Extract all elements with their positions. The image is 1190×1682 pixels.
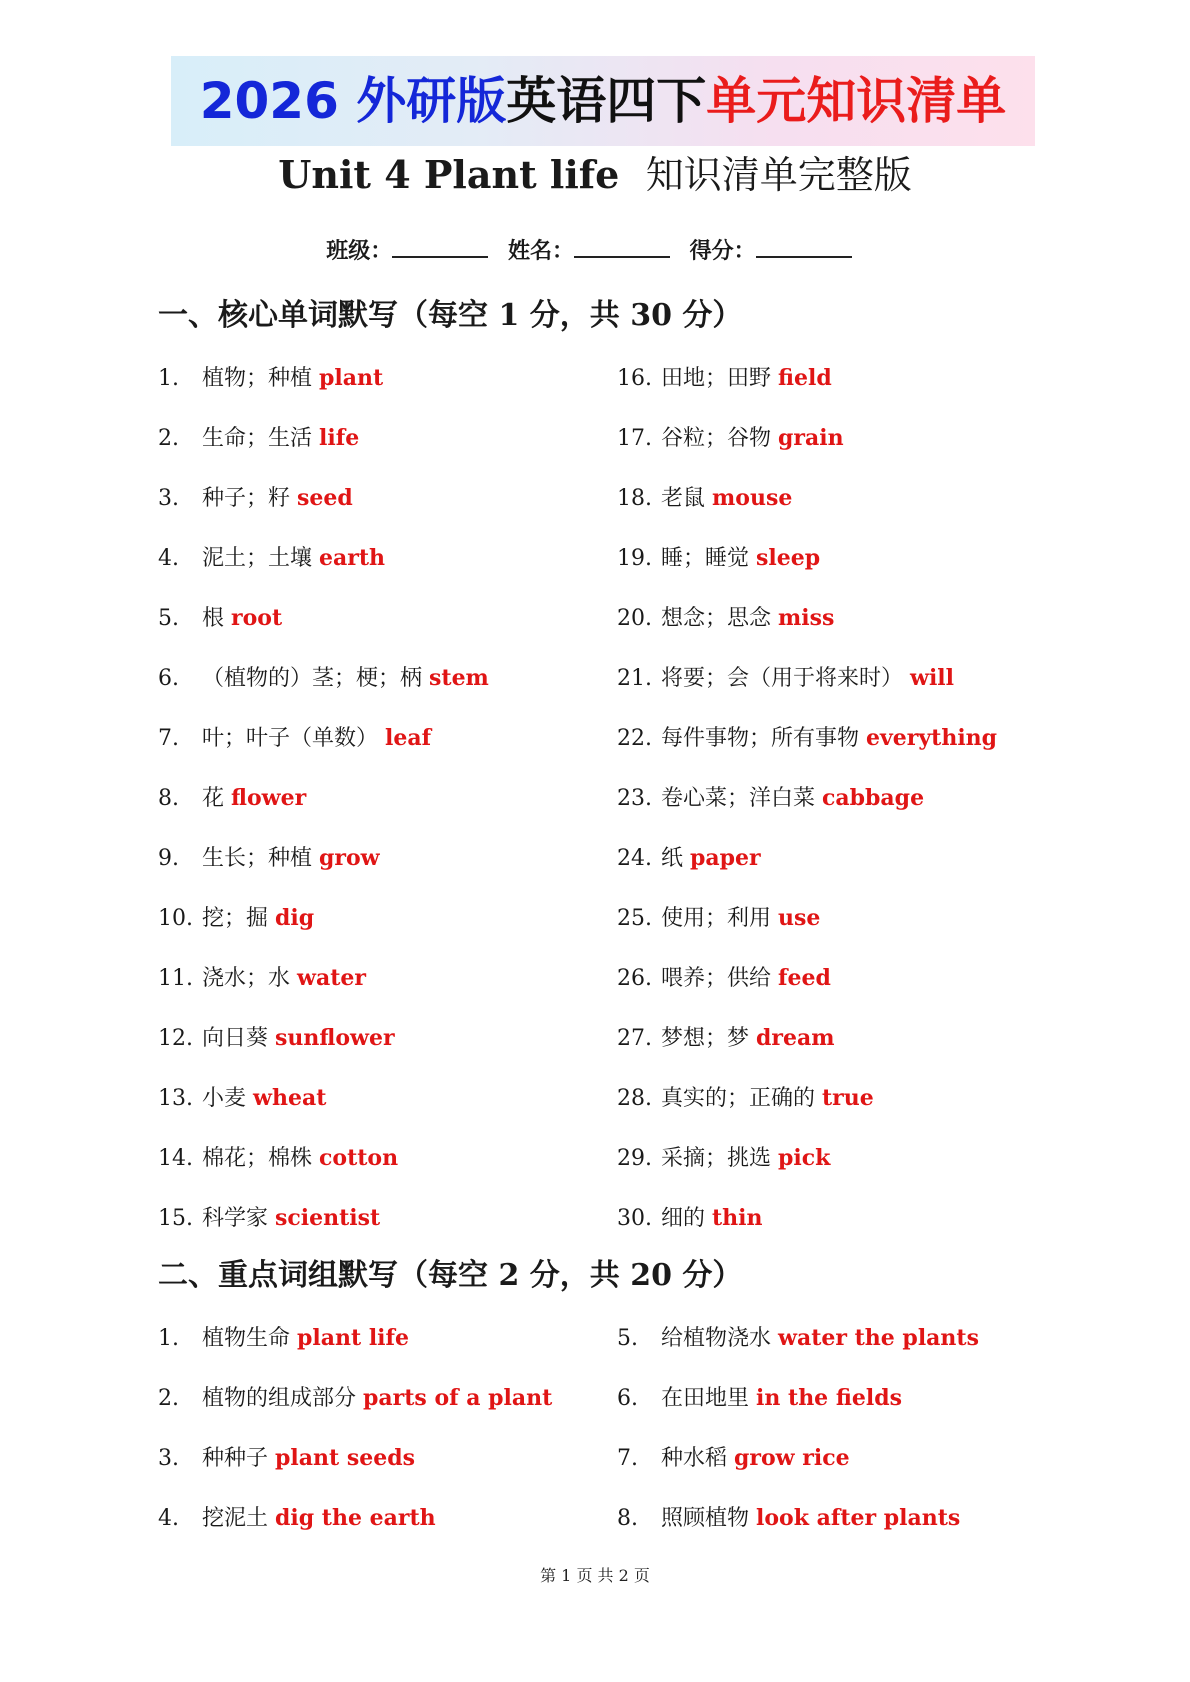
item-chinese: 每件事物；所有事物 <box>661 726 860 751</box>
item-english-answer: dig the earth <box>275 1505 436 1531</box>
item-number: 8. <box>617 1506 638 1531</box>
word-item <box>158 656 617 716</box>
item-number: 30. <box>617 1206 652 1231</box>
item-number: 18. <box>617 486 652 511</box>
item-number: 2. <box>158 426 179 451</box>
class-blank[interactable] <box>392 236 488 258</box>
item-number: 3. <box>158 1446 179 1471</box>
item-english-answer: scientist <box>275 1205 381 1231</box>
item-chinese: 小麦 <box>202 1086 247 1111</box>
item-english-answer: mouse <box>712 485 793 511</box>
item-chinese: 棉花；棉株 <box>202 1146 313 1171</box>
banner-subject: 英语四下 <box>506 72 707 130</box>
item-number: 7. <box>158 726 179 751</box>
phrase-item <box>158 1316 617 1376</box>
student-info-row <box>0 234 1190 268</box>
word-item <box>617 1016 1058 1076</box>
section-heading-phrases: 二、重点词组默写（每空 2 分，共 20 分） <box>158 1258 743 1293</box>
word-item <box>158 356 617 416</box>
name-label: 姓名： <box>507 238 574 264</box>
item-chinese: 睡；睡觉 <box>661 546 750 571</box>
item-chinese: 梦想；梦 <box>661 1026 750 1051</box>
item-number: 7. <box>617 1446 638 1471</box>
phrase-item <box>617 1436 1058 1496</box>
phrase-item <box>158 1436 617 1496</box>
item-english-answer: dig <box>275 905 315 931</box>
item-chinese: 叶；叶子（单数） <box>202 726 379 751</box>
item-chinese: 根 <box>202 606 225 631</box>
word-item <box>617 1136 1058 1196</box>
item-english-answer: paper <box>690 845 761 871</box>
item-chinese: （植物的）茎；梗；柄 <box>202 666 423 691</box>
name-blank[interactable] <box>574 236 670 258</box>
score-blank[interactable] <box>756 236 852 258</box>
item-number: 4. <box>158 1506 179 1531</box>
section-heading-words: 一、核心单词默写（每空 1 分，共 30 分） <box>158 298 743 333</box>
item-number: 15. <box>158 1206 193 1231</box>
banner-year-edition: 2026 外研版 <box>199 72 507 130</box>
item-chinese: 生长；种植 <box>202 846 313 871</box>
word-list <box>158 356 1058 1256</box>
item-english-answer: water the plants <box>778 1325 979 1351</box>
item-chinese: 想念；思念 <box>661 606 772 631</box>
word-item <box>617 836 1058 896</box>
item-number: 4. <box>158 546 179 571</box>
item-english-answer: plant seeds <box>275 1445 415 1471</box>
item-number: 19. <box>617 546 652 571</box>
item-english-answer: leaf <box>385 725 432 751</box>
word-item <box>617 956 1058 1016</box>
item-number: 29. <box>617 1146 652 1171</box>
item-chinese: 田地；田野 <box>661 366 772 391</box>
item-number: 17. <box>617 426 652 451</box>
item-english-answer: sleep <box>756 545 821 571</box>
item-english-answer: dream <box>756 1025 835 1051</box>
word-item <box>617 596 1058 656</box>
item-chinese: 老鼠 <box>661 486 706 511</box>
item-chinese: 卷心菜；洋白菜 <box>661 786 816 811</box>
phrase-item <box>617 1496 1058 1556</box>
word-item <box>158 476 617 536</box>
phrase-list <box>158 1316 1058 1556</box>
item-english-answer: feed <box>778 965 831 991</box>
word-item <box>158 596 617 656</box>
item-english-answer: thin <box>712 1205 763 1231</box>
item-number: 5. <box>617 1326 638 1351</box>
item-english-answer: everything <box>866 725 998 751</box>
word-item <box>617 536 1058 596</box>
item-english-answer: life <box>319 425 360 451</box>
phrase-item <box>617 1376 1058 1436</box>
item-chinese: 照顾植物 <box>661 1506 750 1531</box>
item-chinese: 植物生命 <box>202 1326 291 1351</box>
item-chinese: 植物；种植 <box>202 366 313 391</box>
item-number: 9. <box>158 846 179 871</box>
item-english-answer: field <box>778 365 832 391</box>
item-number: 3. <box>158 486 179 511</box>
item-english-answer: earth <box>319 545 386 571</box>
item-english-answer: look after plants <box>756 1505 961 1531</box>
item-english-answer: wheat <box>253 1085 327 1111</box>
item-english-answer: plant life <box>297 1325 410 1351</box>
item-english-answer: miss <box>778 605 835 631</box>
word-item <box>158 1136 617 1196</box>
word-item <box>158 716 617 776</box>
item-english-answer: plant <box>319 365 384 391</box>
item-number: 23. <box>617 786 652 811</box>
item-english-answer: in the fields <box>756 1385 902 1411</box>
item-number: 1. <box>158 366 179 391</box>
item-number: 28. <box>617 1086 652 1111</box>
item-number: 20. <box>617 606 652 631</box>
item-number: 10. <box>158 906 193 931</box>
item-chinese: 真实的；正确的 <box>661 1086 816 1111</box>
word-item <box>158 536 617 596</box>
item-number: 26. <box>617 966 652 991</box>
item-number: 2. <box>158 1386 179 1411</box>
item-number: 13. <box>158 1086 193 1111</box>
banner-list-title: 单元知识清单 <box>706 72 1007 130</box>
page-title <box>0 144 1190 206</box>
phrase-item <box>617 1316 1058 1376</box>
page-footer: 第 1 页 共 2 页 <box>540 1566 650 1585</box>
item-english-answer: parts of a plant <box>363 1385 553 1411</box>
item-chinese: 喂养；供给 <box>661 966 772 991</box>
item-english-answer: flower <box>231 785 307 811</box>
word-item <box>617 416 1058 476</box>
word-item <box>617 716 1058 776</box>
word-item <box>158 956 617 1016</box>
item-chinese: 细的 <box>661 1206 706 1231</box>
phrase-item <box>158 1496 617 1556</box>
item-chinese: 植物的组成部分 <box>202 1386 357 1411</box>
item-chinese: 种水稻 <box>661 1446 728 1471</box>
item-chinese: 挖泥土 <box>202 1506 269 1531</box>
word-item <box>617 1196 1058 1256</box>
word-item <box>617 656 1058 716</box>
title-unit: Unit 4 Plant life <box>278 152 620 197</box>
item-number: 21. <box>617 666 652 691</box>
item-number: 8. <box>158 786 179 811</box>
item-english-answer: root <box>231 605 283 631</box>
item-chinese: 挖；掘 <box>202 906 269 931</box>
item-number: 27. <box>617 1026 652 1051</box>
item-chinese: 在田地里 <box>661 1386 750 1411</box>
word-item <box>617 356 1058 416</box>
item-english-answer: grow <box>319 845 380 871</box>
item-chinese: 生命；生活 <box>202 426 313 451</box>
item-english-answer: grow rice <box>734 1445 850 1471</box>
item-number: 22. <box>617 726 652 751</box>
title-subtitle: 知识清单完整版 <box>645 153 912 197</box>
item-number: 11. <box>158 966 193 991</box>
item-english-answer: grain <box>778 425 844 451</box>
word-item <box>158 1076 617 1136</box>
item-chinese: 泥土；土壤 <box>202 546 313 571</box>
word-item <box>158 416 617 476</box>
item-chinese: 向日葵 <box>202 1026 269 1051</box>
item-number: 24. <box>617 846 652 871</box>
item-number: 1. <box>158 1326 179 1351</box>
item-chinese: 种子；籽 <box>202 486 291 511</box>
item-chinese: 纸 <box>661 846 684 871</box>
item-chinese: 谷粒；谷物 <box>661 426 772 451</box>
item-number: 6. <box>158 666 179 691</box>
word-item <box>617 476 1058 536</box>
score-label: 得分： <box>689 238 756 264</box>
item-english-answer: pick <box>778 1145 831 1171</box>
item-chinese: 将要；会（用于将来时） <box>661 666 904 691</box>
item-english-answer: seed <box>297 485 353 511</box>
item-english-answer: true <box>822 1085 874 1111</box>
item-number: 5. <box>158 606 179 631</box>
item-number: 6. <box>617 1386 638 1411</box>
word-item <box>158 1016 617 1076</box>
word-item <box>617 776 1058 836</box>
word-item <box>617 1076 1058 1136</box>
item-number: 12. <box>158 1026 193 1051</box>
header-banner <box>171 56 1035 146</box>
item-english-answer: sunflower <box>275 1025 395 1051</box>
word-item <box>158 896 617 956</box>
item-chinese: 种种子 <box>202 1446 269 1471</box>
item-english-answer: cabbage <box>822 785 925 811</box>
class-label: 班级： <box>326 238 393 264</box>
item-chinese: 使用；利用 <box>661 906 772 931</box>
item-english-answer: cotton <box>319 1145 399 1171</box>
item-number: 14. <box>158 1146 193 1171</box>
item-number: 16. <box>617 366 652 391</box>
item-chinese: 浇水；水 <box>202 966 291 991</box>
item-chinese: 给植物浇水 <box>661 1326 772 1351</box>
item-english-answer: will <box>910 665 955 691</box>
item-chinese: 花 <box>202 786 225 811</box>
item-chinese: 科学家 <box>202 1206 269 1231</box>
item-english-answer: stem <box>429 665 489 691</box>
word-item <box>158 836 617 896</box>
phrase-item <box>158 1376 617 1436</box>
item-number: 25. <box>617 906 652 931</box>
item-english-answer: use <box>778 905 821 931</box>
word-item <box>158 1196 617 1256</box>
word-item <box>158 776 617 836</box>
item-english-answer: water <box>297 965 366 991</box>
word-item <box>617 896 1058 956</box>
item-chinese: 采摘；挑选 <box>661 1146 772 1171</box>
